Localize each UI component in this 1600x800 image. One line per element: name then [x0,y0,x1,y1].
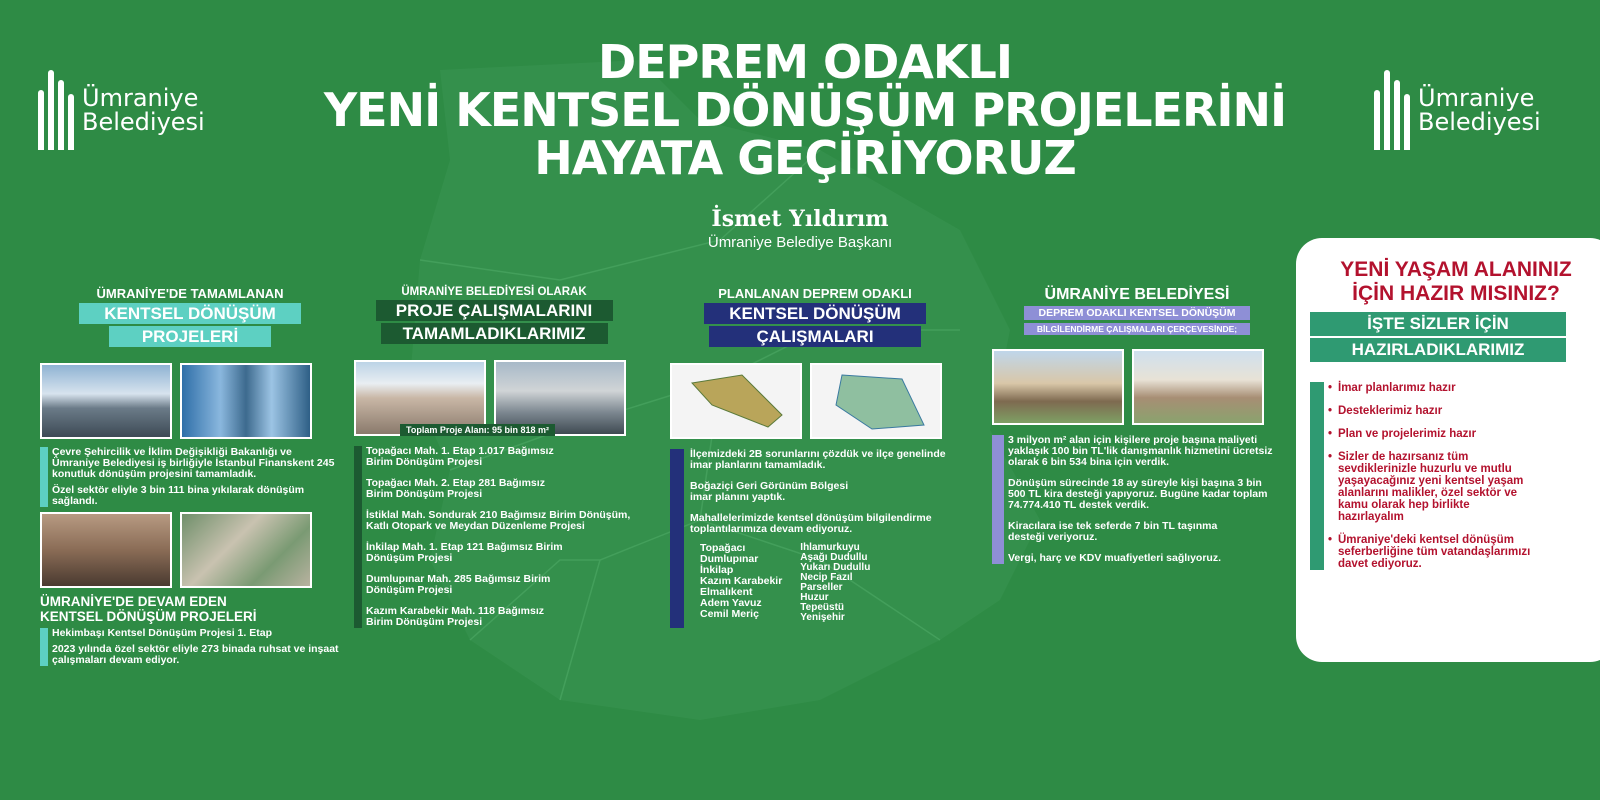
panel-question: YENİ YAŞAM ALANINIZ İÇİN HAZIR MISINIZ? [1340,258,1572,305]
neighborhood-item: Huzur [800,592,829,603]
neighborhood-item: Adem Yavuz [700,597,762,609]
bullet-item: Hekimbaşı Kentsel Dönüşüm Projesi 1. Etap [52,627,272,639]
info-office-photo [992,349,1124,425]
column-band: PROJE ÇALIŞMALARINI [376,300,613,321]
panel-item: • İmar planlarımız hazır [1338,382,1538,394]
column-band: KENTSEL DÖNÜŞÜM [79,303,301,324]
column-heading: ÜMRANİYE'DE TAMAMLANAN [96,286,284,301]
bullet-item: Topağacı Mah. 2. Etap 281 Bağımsız Birim Dönüşüm Projesi [366,477,545,500]
neighborhood-item: Necip Fazıl [800,572,853,583]
plan-map-photo [670,363,802,439]
bullet-item: Dönüşüm sürecinde 18 ay süreyle kişi başına 3 bin 500 TL kira desteği yapıyoruz. Bugüne kadar toplam 74.774.410 TL destek verdik. [1008,477,1268,511]
column-heading: ÜMRANİYE BELEDİYESİ OLARAK [401,286,587,298]
panel-list [1310,382,1538,570]
bullet-item: Topağacı Mah. 1. Etap 1.017 Bağımsız Birim Dönüşüm Projesi [366,445,554,468]
logo-mark-icon [38,70,74,150]
neighborhood-item: Tepeüstü [800,602,845,613]
bullet-item: Vergi, harç ve KDV muafiyetleri sağlıyoruz. [1008,552,1221,564]
aerial-housing-photo [180,512,312,588]
logo-line2: Belediyesi [82,108,205,136]
panel-item: • Plan ve projelerimiz hazır [1338,428,1538,440]
logo-right [1374,70,1541,150]
panel-item: • Desteklerimiz hazır [1338,405,1538,417]
column-band: DEPREM ODAKLI KENTSEL DÖNÜŞÜM [1024,306,1250,320]
mayor-name: İsmet Yıldırım [711,206,889,232]
bullet-item: İnkilap Mah. 1. Etap 121 Bağımsız Birim Dönüşüm Projesi [366,541,563,564]
panel-item: • Sizler de hazırsanız tüm sevdiklerinizle huzurlu ve mutlu yaşayacağınız yeni kentsel yaşam alanlarını malikler, özel sektör ve kamu olarak hep birlikte hazırlayalım [1338,451,1538,523]
towers-photo [180,363,312,439]
column-band: ÇALIŞMALARI [709,326,921,347]
column-planned [670,286,960,628]
neighborhood-item: İnkilap [700,564,734,576]
column-heading: ÜMRANİYE BELEDİYESİ [1044,286,1230,303]
neighborhood-item: Yenişehir [800,612,845,623]
column-projects [354,286,634,633]
bullet-item: İlçemizdeki 2B sorunlarını çözdük ve ilçe genelinde imar planlarını tamamladık. [690,448,946,471]
logo-line1: Ümraniye [82,84,199,112]
invitation-panel [1296,238,1600,662]
city-skyline-photo [40,363,172,439]
column-band: PROJELERİ [109,326,271,347]
subheading: KENTSEL DÖNÜŞÜM PROJELERİ [40,609,257,624]
bullet-item: Özel sektör eliyle 3 bin 111 bina yıkılarak dönüşüm sağlandı. [52,484,305,507]
panel-bar: İŞTE SİZLER İÇİN [1310,312,1566,336]
mayor-block [650,206,950,251]
bullet-list [992,435,1278,564]
column-band: TAMAMLADIKLARIMIZ [381,323,608,344]
neighborhood-item: Aşağı Dudullu [800,552,868,563]
area-tag: Toplam Proje Alanı: 95 bin 818 m² [400,424,555,436]
bullet-item: Kiracılara ise tek seferde 7 bin TL taşınma desteği veriyoruz. [1008,520,1218,543]
plan-map-icon [672,365,800,437]
bullet-item: Mahallelerimizde kentsel dönüşüm bilgilendirme toplantılarımıza devam ediyoruz. [690,512,932,535]
neighborhood-item: Yukarı Dudullu [800,562,871,573]
bullet-item: Dumlupınar Mah. 285 Bağımsız Birim Dönüşüm Projesi [366,573,551,596]
column-info [992,286,1282,590]
neighborhood-item: Ihlamurkuyu [800,542,860,553]
logo-line2: Belediyesi [1418,108,1541,136]
bullet-item: 3 milyon m² alan için kişilere proje başına maliyeti yaklaşık 100 bin TL'lik danışmanlık hizmetini ücretsiz olarak 6 bin 534 bina için verdik. [1008,434,1273,468]
panel-item: • Ümraniye'deki kentsel dönüşüm seferberliğine tüm vatandaşlarımızı davet ediyoruz. [1338,534,1538,570]
plan-map-photo [810,363,942,439]
neighborhood-item: Elmalıkent [700,586,753,598]
bullet-list [40,628,340,666]
title-line2: YENİ KENTSEL DÖNÜŞÜM PROJELERİNİ [323,83,1287,137]
neighborhood-item: Parseller [800,582,843,593]
neighborhood-item: Dumlupınar [700,553,759,565]
logo-line1: Ümraniye [1418,84,1535,112]
neighborhood-item: Topağacı [700,542,746,554]
bullet-list [40,447,340,507]
bullet-list [354,446,634,628]
title-line3: HAYATA GEÇİRİYORUZ [534,131,1076,185]
title-line1: DEPREM ODAKLI [598,35,1012,89]
column-band: KENTSEL DÖNÜŞÜM [704,303,926,324]
column-completed [40,286,340,671]
info-office-photo [1132,349,1264,425]
subheading: ÜMRANİYE'DE DEVAM EDEN [40,594,227,609]
logo-left [38,70,205,150]
logo-mark-icon [1374,70,1410,150]
neighborhood-item: Cemil Meriç [700,608,759,620]
bullet-item: Kazım Karabekir Mah. 118 Bağımsız Birim Dönüşüm Projesi [366,605,544,628]
bullet-item: Çevre Şehircilik ve İklim Değişikliği Bakanlığı ve Ümraniye Belediyesi iş birliğiyle İstanbul Finanskent 245 konutluk dönüşüm projesini tamamladık. [52,446,335,480]
column-heading: PLANLANAN DEPREM ODAKLI [718,286,912,301]
bullet-item: 2023 yılında özel sektör eliyle 273 binada ruhsat ve inşaat çalışmaları devam ediyor. [52,643,339,666]
mayor-role: Ümraniye Belediye Başkanı [707,234,893,251]
bullet-list [670,449,950,628]
panel-bar: HAZIRLADIKLARIMIZ [1310,338,1566,362]
housing-photo [40,512,172,588]
neighborhood-item: Kazım Karabekir [700,575,783,587]
page-title [250,35,1360,185]
column-band: BİLGİLENDİRME ÇALIŞMALARI ÇERÇEVESİNDE; [1024,323,1250,335]
bullet-item: Boğaziçi Geri Görünüm Bölgesi imar planını yaptık. [690,480,849,503]
plan-map-icon [812,365,940,437]
bullet-item: İstiklal Mah. Sondurak 210 Bağımsız Birim Dönüşüm, Katlı Otopark ve Meydan Düzenleme Projesi [366,509,631,532]
